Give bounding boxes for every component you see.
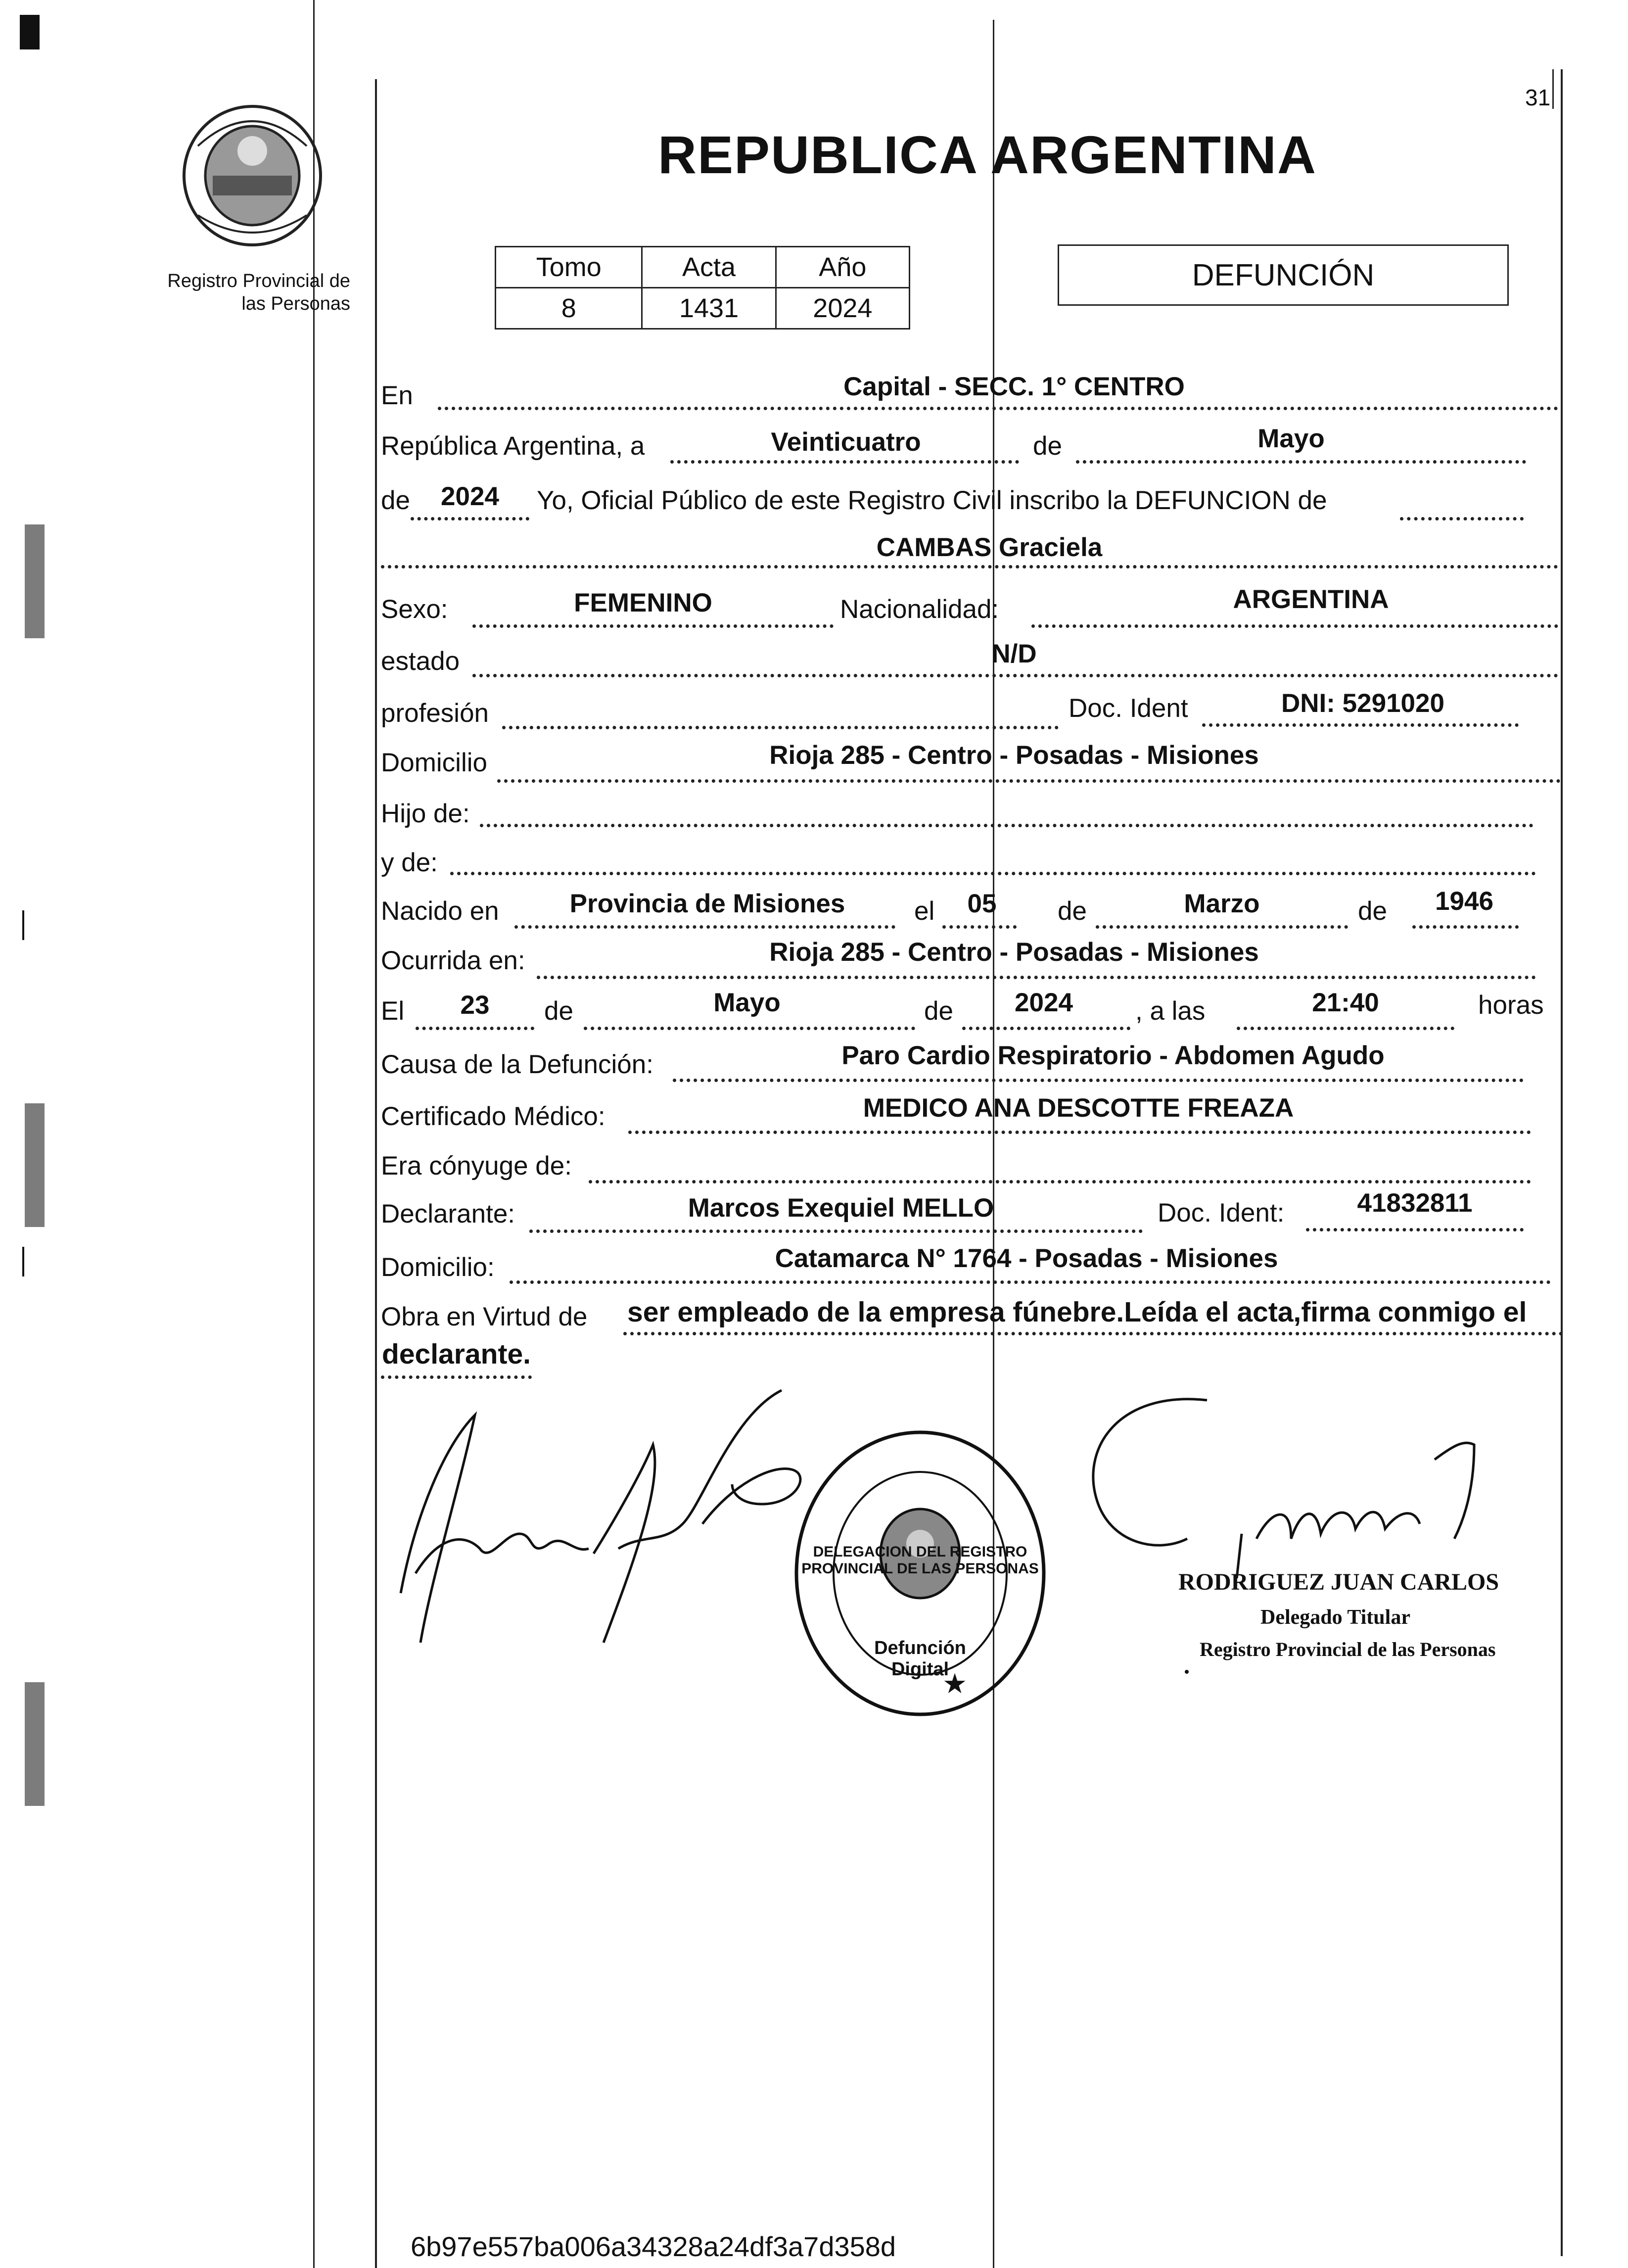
tick-left-2: [22, 1247, 24, 1276]
de1-label: de: [1033, 431, 1062, 461]
nac-anio-value: 1946: [1435, 887, 1493, 916]
doc-ident-dots: [1202, 723, 1519, 727]
document-type-box: DEFUNCIÓN: [1058, 244, 1509, 306]
mes-dots: [1076, 460, 1526, 464]
scan-mark-left-3: [25, 1682, 45, 1806]
hijo-de-dots: [480, 824, 1534, 827]
nac-mes-dots: [1096, 925, 1348, 929]
scan-mark-left-1: [25, 524, 45, 638]
de2-label: de: [381, 486, 410, 515]
def-dia-dots: [416, 1027, 534, 1030]
domicilio-label: Domicilio: [381, 748, 487, 777]
official-name: RODRIGUEZ JUAN CARLOS: [1178, 1569, 1499, 1595]
tomo-header: Tomo: [496, 247, 642, 288]
dot-mark: [1185, 1670, 1189, 1674]
certificado-value: MEDICO ANA DESCOTTE FREAZA: [863, 1093, 1294, 1123]
y-de-label: y de:: [381, 848, 438, 877]
hora-dots: [1237, 1027, 1454, 1030]
republica-label: República Argentina, a: [381, 431, 645, 461]
en-value: Capital - SECC. 1° CENTRO: [843, 372, 1185, 401]
obra-dots-2: [381, 1375, 532, 1379]
page-title: REPUBLICA ARGENTINA: [658, 125, 1317, 185]
center-fold-rule: [993, 20, 994, 2268]
record-table-header-row: [496, 247, 910, 288]
doc-ident2-label: Doc. Ident:: [1158, 1198, 1285, 1228]
de5-label: de: [544, 996, 573, 1026]
domicilio2-value: Catamarca N° 1764 - Posadas - Misiones: [775, 1244, 1278, 1273]
doc-ident2-dots: [1306, 1228, 1524, 1231]
anio-value: 2024: [776, 288, 909, 329]
doc-ident-value: DNI: 5291020: [1281, 689, 1444, 718]
official-title: Delegado Titular: [1260, 1606, 1410, 1629]
acta-header: Acta: [642, 247, 776, 288]
estado-dots: [472, 674, 1558, 677]
certificado-label: Certificado Médico:: [381, 1102, 605, 1131]
doc-ident-label: Doc. Ident: [1069, 694, 1188, 723]
de3-label: de: [1058, 897, 1087, 926]
nac-dia-value: 05: [967, 889, 997, 918]
dia-value: Veinticuatro: [771, 427, 921, 457]
deceased-name: CAMBAS Graciela: [876, 533, 1103, 562]
nacionalidad-label: Nacionalidad:: [840, 595, 999, 624]
official-office: Registro Provincial de las Personas: [1200, 1638, 1496, 1660]
def-mes-dots: [584, 1027, 915, 1030]
hijo-de-label: Hijo de:: [381, 799, 470, 828]
registry-label: Registro Provincial de las Personas: [167, 271, 350, 314]
province-emblem: [178, 101, 326, 250]
el-label: el: [914, 897, 935, 926]
right-margin-rule: [1561, 69, 1563, 2256]
doc-ident2-value: 41832811: [1357, 1188, 1473, 1218]
en-label: En: [381, 381, 413, 410]
dia-dots: [670, 460, 1019, 464]
def-anio-value: 2024: [1015, 988, 1073, 1017]
tick-left-1: [22, 910, 24, 940]
de4-label: de: [1358, 897, 1387, 926]
sexo-value: FEMENINO: [574, 588, 712, 617]
alas-label: , a las: [1135, 996, 1206, 1026]
left-margin-rule-2: [375, 79, 377, 2268]
domicilio2-label: Domicilio:: [381, 1253, 495, 1282]
scan-mark-top: [20, 15, 40, 49]
en-dots: [438, 407, 1558, 410]
stamp-ring-text: DELEGACION DEL REGISTRO PROVINCIAL DE LAS PERSONAS: [801, 1544, 1039, 1577]
scan-mark-left-2: [25, 1103, 45, 1227]
sexo-label: Sexo:: [381, 595, 448, 624]
left-margin-rule: [313, 0, 315, 2268]
nacionalidad-dots: [1031, 624, 1558, 628]
anio-header: Año: [776, 247, 909, 288]
ocurrida-value: Rioja 285 - Centro - Posadas - Misiones: [769, 938, 1259, 967]
def-dia-value: 23: [460, 991, 490, 1020]
certificado-dots: [628, 1131, 1531, 1134]
record-table: [495, 246, 910, 330]
hora-value: 21:40: [1312, 988, 1379, 1017]
causa-label: Causa de la Defunción:: [381, 1050, 653, 1079]
acta-value: 1431: [642, 288, 776, 329]
def-mes-value: Mayo: [713, 988, 781, 1017]
domicilio-dots: [497, 779, 1561, 783]
nacido-value: Provincia de Misiones: [569, 889, 845, 918]
def-anio-dots: [962, 1027, 1130, 1030]
ocurrida-label: Ocurrida en:: [381, 946, 525, 975]
mes-value: Mayo: [1257, 424, 1325, 453]
domicilio2-dots: [510, 1280, 1551, 1284]
document-hash: 6b97e557ba006a34328a24df3a7d358d: [411, 2231, 896, 2262]
inscribo-text: Yo, Oficial Público de este Registro Civil inscribo la DEFUNCION de: [537, 486, 1327, 515]
page-number: 31: [1525, 85, 1551, 110]
declarante-label: Declarante:: [381, 1199, 515, 1228]
nacionalidad-value: ARGENTINA: [1233, 585, 1389, 614]
nacido-dots: [514, 925, 895, 929]
nac-mes-value: Marzo: [1184, 889, 1260, 918]
y-de-dots: [450, 872, 1536, 875]
horas-label: horas: [1478, 991, 1544, 1020]
estado-value: N/D: [991, 639, 1037, 668]
declarante-dots: [529, 1229, 1143, 1233]
estado-label: estado: [381, 647, 460, 676]
obra-value-line2: declarante.: [382, 1338, 531, 1370]
domicilio-value: Rioja 285 - Centro - Posadas - Misiones: [769, 741, 1259, 770]
nacido-label: Nacido en: [381, 897, 499, 926]
causa-dots: [673, 1079, 1524, 1082]
conyuge-dots: [589, 1180, 1531, 1183]
nombre-dots: [381, 565, 1558, 568]
obra-dots-1: [623, 1332, 1563, 1335]
anio-dots: [411, 517, 529, 520]
profesion-label: profesión: [381, 699, 489, 728]
nac-dia-dots: [942, 925, 1017, 929]
right-margin-rule-2: [1552, 69, 1554, 109]
ocurrida-dots: [537, 976, 1536, 979]
declarante-value: Marcos Exequiel MELLO: [688, 1193, 994, 1223]
sexo-dots: [472, 624, 834, 628]
causa-value: Paro Cardio Respiratorio - Abdomen Agudo: [841, 1041, 1385, 1070]
de6-label: de: [924, 996, 953, 1026]
official-signature: [1059, 1390, 1504, 1598]
el2-label: El: [381, 996, 405, 1026]
record-table-value-row: [496, 288, 910, 329]
obra-label: Obra en Virtud de: [381, 1302, 588, 1331]
stamp-inner-text: Defunción Digital: [874, 1638, 966, 1680]
declarant-signature: [386, 1385, 831, 1662]
profesion-dots: [502, 726, 1059, 729]
inscribo-dots: [1400, 517, 1524, 520]
tomo-value: 8: [496, 288, 642, 329]
obra-value-line1: ser empleado de la empresa fúnebre.Leída el acta,firma conmigo el: [627, 1296, 1527, 1328]
conyuge-label: Era cónyuge de:: [381, 1151, 572, 1181]
stamp-star: ★: [942, 1668, 968, 1699]
nac-anio-dots: [1412, 925, 1519, 929]
anio-value-text: 2024: [441, 482, 499, 511]
